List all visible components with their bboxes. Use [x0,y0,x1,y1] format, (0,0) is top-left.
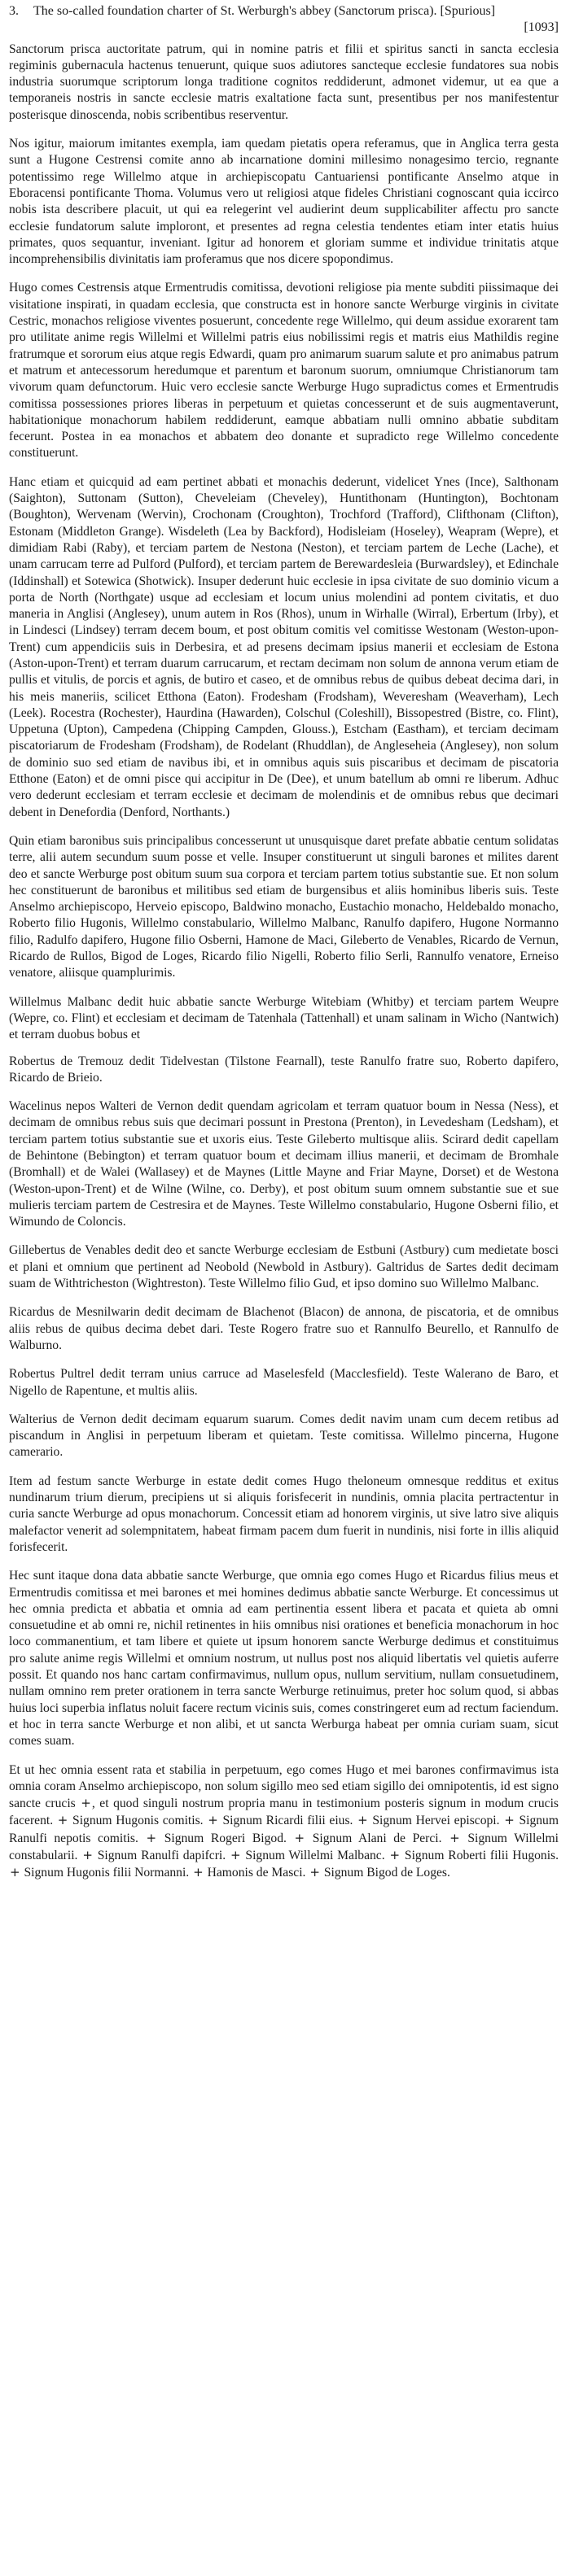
cross-icon: + [294,1830,305,1845]
signum-item: Signum Ricardi filii eius. [222,1814,353,1828]
paragraph-pultrel: Robertus Pultrel dedit terram unius carruce ad Maselesfeld (Macclesfield). Teste Walerano de Baro, et Nigello de Rapentune, et multis aliis. [9,1367,559,1398]
cross-icon: + [208,1813,218,1828]
charter-number: 3. [9,4,19,18]
cross-icon: + [10,1865,20,1880]
paragraph-tremouz: Robertus de Tremouz dedit Tidelvestan (Tilstone Fearnall), teste Ranulfo fratre suo, Roberto dapifero, Ricardo de Brieio. [9,1054,559,1085]
paragraph-confirmation: Hec sunt itaque dona data abbatie sancte Werburge, que omnia ego comes Hugo et Ricardus filius meus et Ermentrudis comitissa et mei barones et mei homines dedimus abbatie sancte Werburge. Et concessimus ut hec omnia predicta et abbatia et omnia ad eam pertinentia essent libera et pacata et quieta ab omni consuetudine et ab omni re, nichil retinentes in hiis omnibus nisi orationes et beneficia monachorum in hoc loco commanentium, et tam libere et quiete ut ipsum honorem sancte Werburge dedimus et constituimus pro salute anime regis Willelmi et omnium nostrum, ut nullus post nos aliquid libertatis vel quietis auferre possit. Et quando nos hanc cartam confirmavimus, nullum opus, nullum servitium, nullam consuetudinem, nullam omnino rem preter orationem in terra sancte Werburge retinuimus, preter hoc solum quod, si abbas huius loci superbia inflatus noluit facere rectum vicinis suis, comes constringeret eum ad rectum faciendum. et hoc in terra sancte Werburge et non alibi, et ut sancta Werburga habeat per omnia curiam suam, sicut comes suam. [9,1569,559,1749]
cross-icon: + [504,1813,515,1828]
cross-icon: + [449,1830,460,1845]
signum-item: Signum Hugonis filii Normanni. [24,1866,190,1880]
signum-item: Signum Willelmi Malbanc. [245,1848,385,1862]
cross-icon: + [230,1847,241,1862]
signa-intro: et quod singuli nostrum propria manu in testimonium posteris signum in modum crucis facerent. [9,1797,559,1828]
cross-icon: + [81,1796,91,1811]
signum-item: Signum Rogeri Bigod. [164,1831,287,1845]
paragraph-preamble: Sanctorum prisca auctoritate patrum, qui in nomine patris et filii et spiritus sancti in sancta ecclesia regiminis gubernacula hactenus tenuerunt, quique suos adiutores sancteque ecclesie fundatores sua nobis industria suorumque scriptorum longa traditione cognitos reddiderunt, admonet videmur, ut ea que a temporaneis nostris in sancte ecclesie matris exaltatione facta sunt, presentibus per nos manifestentur posterisque dinoscenda, nobis scribentibus reserventur. [9,41,559,122]
signum-item: Signum Ranulfi dapifcri. [97,1848,226,1862]
paragraph-malbanc: Willelmus Malbanc dedit huic abbatie sancte Werburge Witebiam (Whitby) et terciam partem Weupre (Wepre, co. Flint) et ecclesiam et decimam de Tatenhala (Tattenhall) et unam salinam in Wicho (Nantwich) et terram duobus bobus et [9,994,559,1042]
signum-item: Signum Alani de Perci. [312,1831,442,1845]
signa-lead: Et ut hec omnia essent rata et stabilia in perpetuum, ego comes Hugo et mei barones confirmavimus ista omnia coram Anselmo archiepiscopo, non solum sigillo meo sed etiam sigillo dei omnipotentis, id est signo sancte crucis [9,1762,559,1811]
cross-icon: + [357,1813,368,1828]
paragraph-mesnilwarin: Ricardus de Mesnilwarin dedit decimam de Blachenot (Blacon) de annona, de piscatoria, et de omnibus aliis rebus de quibus decima debet dari. Teste Rogero fratre suo et Rannulfo Beurello, et Rannulfo de Walburno. [9,1305,559,1352]
cross-icon: + [57,1813,68,1828]
charter-title: The so-called foundation charter of St. Werburgh's abbey (Sanctorum prisca). [Spurious] [33,4,496,18]
paragraph-barons: Quin etiam baronibus suis principalibus concesserunt ut unusquisque daret prefate abbatie centum solidatas terre, alii autem secundum suum posse et velle. Insuper constituerunt ut singuli barones et milites darent deo et sancte Werburge post obitum suum sua corpora et terciam partem totius substantie sue. Et non solum hec constituerunt de baronibus et militibus sed etiam de burgensibus et aliis hominibus liberis suis. Teste Anselmo archiepiscopo, Herveio episcopo, Baldwino monacho, Eustachio monacho, Heldebaldo monacho, Roberto filio Hugonis, Willelmo constabulario, Willelmo Malbanc, Ranulfo dapifero, Hugone Normanno filio, Radulfo dapifero, Hugone filio Osberni, Hamone de Maci, Gileberto de Venables, Ricardo de Vernun, Ricardo de Rullos, Bigod de Loges, Ricardo filio Nigelli, Roberto filio Serli, Rannulfo venatore, Erneiso venatore, aliisque quamplurimis. [9,833,559,980]
signum-item: Signum Hugonis comitis. [72,1814,204,1828]
signum-item: Signum Ranulfi nepotis comitis. [9,1814,559,1845]
charter-date: [1093] [524,20,559,35]
paragraph-endowment: Hanc etiam et quicquid ad eam pertinet abbati et monachis dederunt, videlicet Ynes (Ince), Salthonam (Saighton), Suttonam (Sutton), Cheveleiam (Cheveley), Huntithonam (Huntington), Bochtonam (Boughton), Wervenam (Wervin), Crochonam (Croughton), Trochford (Trafford), Clifthonam (Clifton), Estonam (Middleton Grange). Wisdeleth (Lea by Backford), Hodisleiam (Hoseley), Weapram (Wepre), et dimidiam Rabi (Raby), et terciam partem de Nestona (Neston), et terciam partem de Leche (Lache), et unam carrucam terre ad Pulford (Pulford), et terciam partem de Berewardesleia (Burwardsley), et Edinchale (Iddinshall) et Sotewica (Shotwick). Insuper dederunt huic ecclesie in ipsa civitate de suo dominio vicum a porta de North (Northgate) usque ad ecclesiam et locum unius molendini ad pontem civitatis, et duo maneria in Anglisi (Anglesey), unum autem in Ros (Rhos), unum in Wirhalle (Wirral), Erbertum (Irby), et in Lindesci (Lindsey) terram decem boum, et post obitum comitis vel comitisse Westonam (Weston-upon-Trent) cum appendiciis suis in Derbesira, et ad presens decimam ipsius manerii et ecclesiam de Estona (Aston-upon-Trent) et terram duarum carrucarum, et rectam decimam non solum de annona verum etiam de pullis et vitulis, de porcis et agnis, de butiro et caseo, et de omnibus rebus de quibus debeat decima dari, in his meis maneriis, scilicet Etthona (Eaton). Frodesham (Frodsham), Weveresham (Weaverham), Lech (Leek). Rocestra (Rochester), Haurdina (Hawarden), Colschul (Coleshill), Bissopestred (Bistre, co. Flint), Uppetuna (Upton), Campedena (Chipping Campden, Glouss.), Estcham (Eastham), et terciam decimam piscatoriarum de Frodesham (Frodsham), de Rodelant (Rhuddlan), de Angleseheia (Anglesey), non solum de dominio suo sed etiam de navibus ibi, et in omnibus aquis suis piscaribus et decimam de piscatoria Etthone (Eaton) et de omni pisce qui accipitur in De (Dee), et unum batellum ab omni re liberum. Adhuc vero dederunt ecclesiam et terram ecclesie et decimam de molendinis et de omnibus rebus que decimari debent in Denefordia (Denford, Northants.) [9,474,559,819]
cross-icon: + [389,1847,401,1862]
paragraph-vernon: Walterius de Vernon dedit decimam equarum suarum. Comes dedit navim unam cum decem retibus ad piscandum in Anglisi in perpetuum liberam et quietam. Teste comitissa. Willelmo pincerna, Hugone camerario. [9,1412,559,1460]
signum-item: Hamonis de Masci. [207,1866,306,1880]
signum-item: Signum Bigod de Loges. [323,1866,450,1880]
cross-icon: + [193,1865,204,1880]
paragraph-foundation: Hugo comes Cestrensis atque Ermentrudis comitissa, devotioni religiose pia mente subditi piissimaque dei visitatione inspirati, in quadam ecclesia, que constructa est in honore sancte Werburge virginis in civitate Cestric, monachos religiose viventes posuerunt, concedente rege Willelmo, qui deum assidue exorarent tam pro utilitate anime regis Willelmi et Willelmi patris eius nobilissimi regis et matris eius Mathildis regine fratrumque et sororum eius atque regis Edwardi, quam pro animarum suarum salute et pro animabus patrum et matrum et antecessorum heredumque et parentum et baronum suorum, omniumque Christianorum tam vivorum quam defunctorum. Huic vero ecclesie sancte Werburge Hugo supradictus comes et Ermentrudis comitissa possessiones priores liberas in perpetuum et quietas concesserunt et de suis augmentaverunt, habitationique monachorum habilem reddiderunt, eamque abbatiam nulli omnino abbatie subditam fecerunt. Postea in ea monachos et abbatem deo donante et supradicto rege Willelmo concedente constituerunt. [9,281,559,461]
paragraph-fair: Item ad festum sancte Werburge in estate dedit comes Hugo theloneum omnesque redditus et exitus nundinarum trium dierum, precipiens ut si aliquis forisfecerit in nundinis, omnia placita pertractentur in curia sancte Werburge ad opus monachorum. Concessit etiam ad honorem virginis, ut sive latro sive aliquis malefactor venerit ad solempnitatem, habeat firmam pacem dum fuerit in nundinis, nisi forte in illis aliquid forisfecerit. [9,1474,559,1554]
paragraph-signa: Et ut hec omnia essent rata et stabilia in perpetuum, ego comes Hugo et mei barones confirmavimus ista omnia coram Anselmo archiepiscopo, non solum sigillo meo sed etiam sigillo dei omnipotentis, id est signo sancte crucis +, et quod singuli nostrum propria manu in testimonium posteris signum in modum crucis facerent. + Signum Hugonis comitis. + Signum Ricardi filii eius. + Signum Hervei episcopi. + Signum Ranulfi nepotis comitis. + Signum Rogeri Bigod. + Signum Alani de Perci. + Signum Willelmi constabularii. + Signum Ranulfi dapifcri. + Signum Willelmi Malbanc. + Signum Roberti filii Hugonis. + Signum Hugonis filii Normanni. + Hamonis de Masci. + Signum Bigod de Loges. [9,1762,559,1880]
paragraph-venables: Gillebertus de Venables dedit deo et sancte Werburge ecclesiam de Estbuni (Astbury) cum medietate bosci et plani et omnium que pertinent ad Neobold (Newbold in Astbury). Galtridus de Sartes dedit decimam suam de Withtricheston (Wightreston). Teste Willelmo filio Gud, et ipso domino suo Willelmo Malbanc. [9,1243,559,1291]
signum-item: Signum Roberti filii Hugonis. [404,1848,559,1862]
cross-icon: + [309,1865,320,1880]
signum-item: Signum Hervei episcopi. [372,1814,500,1828]
paragraph-wacelinus: Wacelinus nepos Walteri de Vernon dedit quendam agricolam et terram quatuor boum in Nessa (Ness), et decimam de omnibus rebus suis que decimari possunt in Prestona (Prenton), in Levedesham (Ledsham), et terciam partem totius substantie sue et uxoris eius. Teste Gileberto multisque aliis. Scirard dedit capellam de Behintone (Bebington) et terram quatuor boum et decimam illius manerii, et decimam de Bromhale (Bromhall) et de Walei (Wallasey) et de Maynes (Little Mayne and Friar Mayne, Dorset) et de Westona (Weston-upon-Trent) et de Wilne (Wilne, co. Derby), et post obitum suum omnem substantie sue et sue mulieris terciam partem de Cestresira et de Maynes. Teste Willelmo constabulario, Hugone Osberni filio, et Wimundo de Coloncis. [9,1099,559,1229]
cross-icon: + [82,1847,93,1862]
cross-icon: + [146,1830,157,1845]
signum-item: Signum Willelmi constabularii. [9,1831,559,1862]
paragraph-narratio: Nos igitur, maiorum imitantes exempla, iam quedam pietatis opera referamus, que in Anglica terra gesta sunt a Hugone Cestrensi comite anno ab incarnatione domini millesimo nonagesimo tercio, regnante potentissimo rege Willelmo atque in archiepiscopatu Cantuariensi pontificante Anselmo atque in Eboracensi pontificante Thoma. Volumus vero ut religiosi atque fideles Christiani cognoscant quia iccirco nobis ista describere placuit, ut qui ea relegerint vel audierint deum supplicabiliter affectu pro sancte ecclesie fundatorum salute imploront, et presentes ad regna celestia tendentes etiam inter etatis huius primates, quos sequantur, inveniant. Igitur ad honorem et gloriam summe et individue trinitatis atque incomprehensibilis divinitatis iam proferamus que nos dicere spopondimus. [9,137,559,267]
document-heading [9,3,559,20]
